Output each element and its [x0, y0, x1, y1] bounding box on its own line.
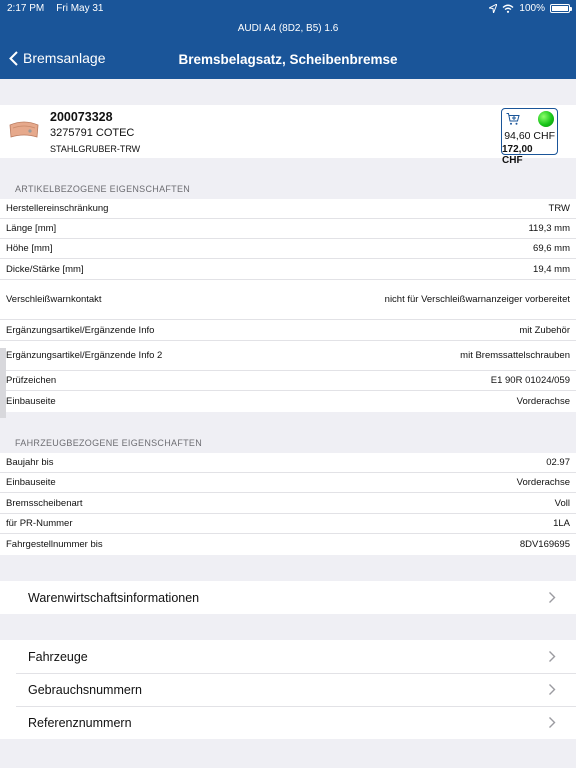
property-value: Vorderachse	[516, 477, 570, 488]
back-button-label: Bremsanlage	[23, 50, 106, 66]
battery-percent: 100%	[519, 3, 545, 14]
article-number: 200073328	[50, 110, 113, 124]
property-label: Ergänzungsartikel/Ergänzende Info	[6, 324, 155, 336]
property-label: Prüfzeichen	[6, 375, 57, 386]
property-label: Bremsscheibenart	[6, 497, 83, 509]
property-label: Verschleißwarnkontakt	[6, 294, 102, 305]
property-label: Dicke/Stärke [mm]	[6, 263, 84, 275]
chevron-right-icon	[548, 716, 556, 729]
property-value: mit Bremssattelschrauben	[460, 350, 570, 361]
chevron-right-icon	[548, 683, 556, 696]
property-row-fur-pr-nummer	[0, 514, 576, 534]
chevron-right-icon	[548, 650, 556, 663]
article-brand: STAHLGRUBER-TRW	[50, 144, 141, 154]
battery-icon	[550, 4, 570, 13]
vehicle-label: AUDI A4 (8D2, B5) 1.6	[237, 23, 339, 34]
back-button[interactable]	[9, 50, 106, 66]
price-net: 94,60 CHF	[504, 130, 555, 142]
property-row-prufzeichen	[0, 371, 576, 391]
property-label: Einbauseite	[6, 477, 56, 488]
property-row-baujahr-bis	[0, 453, 576, 473]
status-time: 2:17 PM	[7, 3, 45, 14]
reference-menu	[0, 640, 576, 739]
property-row-erganzungsartikel-erganzende-info	[0, 320, 576, 341]
wifi-icon	[502, 4, 514, 13]
status-date: Fri May 31	[56, 3, 104, 14]
menu-item-label: Warenwirtschaftsinformationen	[28, 590, 200, 605]
property-value: Vorderachse	[516, 396, 570, 407]
property-row-bremsscheibenart	[0, 493, 576, 514]
brake-pad-image	[8, 117, 40, 141]
property-row-herstellereinschrankung	[0, 199, 576, 219]
page-title: Bremsbelagsatz, Scheibenbremse	[178, 52, 398, 67]
status-bar-right	[489, 3, 570, 14]
property-label: für PR-Nummer	[6, 518, 73, 529]
property-value: Voll	[554, 497, 570, 509]
price-box[interactable]	[501, 108, 558, 166]
vehicle-properties-header: FAHRZEUGBEZOGENE EIGENSCHAFTEN	[15, 438, 203, 448]
add-to-cart-icon[interactable]	[506, 112, 520, 126]
property-value: mit Zubehör	[519, 324, 570, 336]
property-row-verschleisswarnkontakt	[0, 280, 576, 320]
location-icon	[489, 4, 497, 13]
menu-item-warenwirtschaftsinformationen[interactable]	[0, 581, 576, 614]
vehicle-properties-table	[0, 453, 576, 555]
property-label: Ergänzungsartikel/Ergänzende Info 2	[6, 350, 163, 361]
property-label: Einbauseite	[6, 396, 56, 407]
property-value: 19,4 mm	[533, 263, 570, 275]
menu-item-fahrzeuge[interactable]	[0, 640, 576, 673]
chevron-left-icon	[9, 51, 18, 66]
property-value: TRW	[548, 203, 570, 214]
property-value: 119,3 mm	[528, 223, 570, 234]
property-label: Baujahr bis	[6, 457, 54, 468]
availability-indicator	[538, 111, 554, 127]
property-value: E1 90R 01024/059	[490, 375, 570, 386]
property-value: nicht für Verschleißwarnanzeiger vorbereitet	[384, 294, 570, 305]
property-value: 8DV169695	[519, 539, 570, 550]
property-value: 02.97	[546, 457, 570, 468]
property-row-einbauseite	[0, 391, 576, 412]
menu-item-label: Fahrzeuge	[28, 649, 88, 664]
property-value: 69,6 mm	[533, 243, 570, 254]
property-row-einbauseite	[0, 473, 576, 493]
article-properties-table	[0, 199, 576, 412]
article-reference: 3275791 COTEC	[50, 127, 135, 139]
status-bar-left	[7, 3, 103, 14]
price-gross: 172,00 CHF	[502, 144, 533, 166]
property-label: Länge [mm]	[6, 223, 57, 234]
menu-item-label: Gebrauchsnummern	[28, 682, 142, 697]
side-drawer-handle[interactable]	[0, 348, 6, 418]
property-label: Fahrgestellnummer bis	[6, 539, 103, 550]
property-row-dicke-starke-mm	[0, 259, 576, 280]
property-row-hohe-mm	[0, 239, 576, 259]
property-label: Herstellereinschränkung	[6, 203, 109, 214]
navigation-bar	[0, 0, 576, 79]
property-value: 1LA	[553, 518, 570, 529]
menu-item-referenznummern[interactable]	[0, 706, 576, 739]
property-label: Höhe [mm]	[6, 243, 53, 254]
property-row-lange-mm	[0, 219, 576, 239]
chevron-right-icon	[548, 591, 556, 604]
article-card[interactable]	[0, 105, 576, 166]
property-row-erganzungsartikel-erganzende-info-2	[0, 341, 576, 371]
menu-item-label: Referenznummern	[28, 715, 132, 730]
inventory-menu	[0, 581, 576, 614]
property-row-fahrgestellnummer-bis	[0, 534, 576, 555]
article-properties-header: ARTIKELBEZOGENE EIGENSCHAFTEN	[15, 184, 191, 194]
menu-item-gebrauchsnummern[interactable]	[0, 673, 576, 706]
